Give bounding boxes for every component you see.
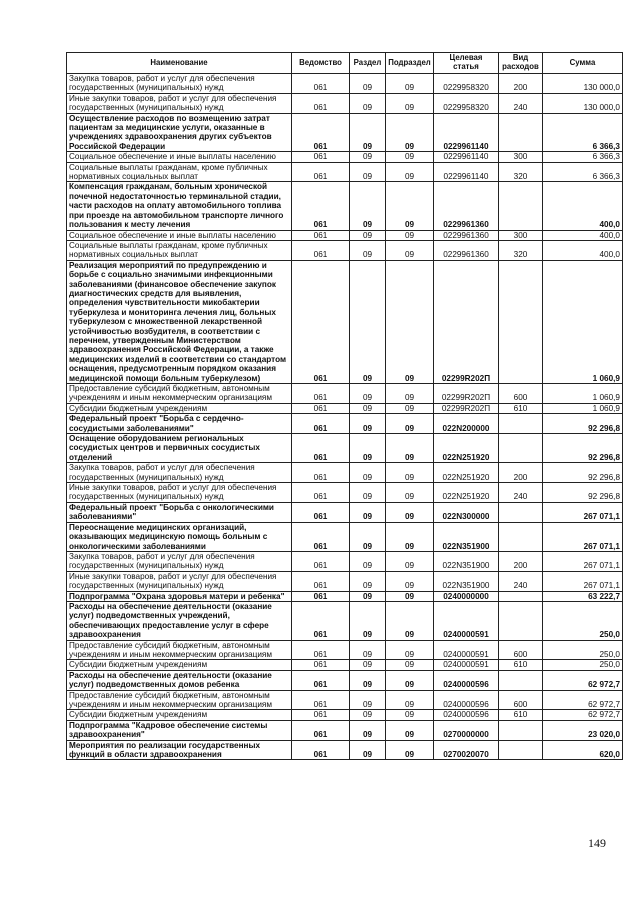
cell-podrazdel: 09 — [386, 403, 434, 413]
cell-summa: 267 071,1 — [543, 522, 623, 551]
cell-razdel: 09 — [350, 414, 386, 434]
cell-summa: 1 060,9 — [543, 260, 623, 383]
cell-celevaya-statya: 022N300000 — [434, 502, 499, 522]
cell-vid-raskhodov — [499, 720, 543, 740]
cell-razdel: 09 — [350, 522, 386, 551]
cell-summa: 23 020,0 — [543, 720, 623, 740]
cell-name: Подпрограмма "Кадровое обеспечение системы здравоохранения" — [67, 720, 292, 740]
table-row — [67, 162, 623, 182]
cell-vid-raskhodov: 240 — [499, 483, 543, 503]
cell-name: Предоставление субсидий бюджетным, автономным учреждениям и иным некоммерческим организациям — [67, 384, 292, 404]
cell-summa: 400,0 — [543, 240, 623, 260]
cell-vedomstvo: 061 — [292, 403, 350, 413]
cell-name: Социальные выплаты гражданам, кроме публичных нормативных социальных выплат — [67, 162, 292, 182]
cell-vedomstvo: 061 — [292, 571, 350, 591]
cell-podrazdel: 09 — [386, 414, 434, 434]
cell-razdel: 09 — [350, 152, 386, 162]
table-row — [67, 403, 623, 413]
cell-celevaya-statya: 022N351900 — [434, 522, 499, 551]
cell-vedomstvo: 061 — [292, 483, 350, 503]
cell-podrazdel: 09 — [386, 502, 434, 522]
table-row — [67, 601, 623, 640]
cell-celevaya-statya: 02299R202П — [434, 260, 499, 383]
cell-name: Оснащение оборудованием региональных сосудистых центров и первичных сосудистых отделений — [67, 434, 292, 463]
cell-vid-raskhodov: 320 — [499, 240, 543, 260]
cell-name: Расходы на обеспечение деятельности (оказание услуг) подведомственных учреждений, обеспечивающих предоставление услуг в сфере здравоохранения — [67, 601, 292, 640]
cell-name: Федеральный проект "Борьба с сердечно-сосудистыми заболеваниями" — [67, 414, 292, 434]
cell-name: Федеральный проект "Борьба с онкологическими заболеваниями" — [67, 502, 292, 522]
cell-name: Осуществление расходов по возмещению затрат пациентам за медицинские услуги, оказанные в учреждениях здравоохранения других субъектов Российской Федерации — [67, 113, 292, 152]
table-row — [67, 230, 623, 240]
cell-celevaya-statya: 0270020070 — [434, 740, 499, 760]
cell-vid-raskhodov: 320 — [499, 162, 543, 182]
cell-summa: 250,0 — [543, 640, 623, 660]
cell-razdel: 09 — [350, 670, 386, 690]
cell-celevaya-statya: 022N251920 — [434, 434, 499, 463]
cell-celevaya-statya: 0229961140 — [434, 152, 499, 162]
cell-name: Закупка товаров, работ и услуг для обеспечения государственных (муниципальных) нужд — [67, 463, 292, 483]
cell-vedomstvo: 061 — [292, 162, 350, 182]
cell-vedomstvo: 061 — [292, 740, 350, 760]
cell-vedomstvo: 061 — [292, 113, 350, 152]
cell-summa: 62 972,7 — [543, 710, 623, 720]
cell-celevaya-statya: 0229961360 — [434, 182, 499, 230]
cell-podrazdel: 09 — [386, 152, 434, 162]
header-podrazdel: Подраздел — [386, 53, 434, 74]
table-row — [67, 710, 623, 720]
cell-summa: 267 071,1 — [543, 502, 623, 522]
cell-vedomstvo: 061 — [292, 260, 350, 383]
cell-summa: 6 366,3 — [543, 113, 623, 152]
table-row — [67, 522, 623, 551]
table-row — [67, 260, 623, 383]
cell-vedomstvo: 061 — [292, 601, 350, 640]
cell-summa: 6 366,3 — [543, 152, 623, 162]
cell-podrazdel: 09 — [386, 463, 434, 483]
cell-name: Социальное обеспечение и иные выплаты населению — [67, 230, 292, 240]
cell-summa: 620,0 — [543, 740, 623, 760]
cell-summa: 92 296,8 — [543, 414, 623, 434]
cell-podrazdel: 09 — [386, 720, 434, 740]
cell-vid-raskhodov: 200 — [499, 463, 543, 483]
table-row — [67, 414, 623, 434]
cell-razdel: 09 — [350, 434, 386, 463]
cell-vedomstvo: 061 — [292, 182, 350, 230]
cell-name: Закупка товаров, работ и услуг для обеспечения государственных (муниципальных) нужд — [67, 551, 292, 571]
cell-vid-raskhodov: 240 — [499, 93, 543, 113]
cell-vid-raskhodov: 600 — [499, 690, 543, 710]
cell-name: Реализация мероприятий по предупреждению и борьбе с социально значимыми инфекционными заболеваниями (финансовое обеспечение закупок диагностических средств для выявления, определения чувствительности микобактерии туберкулеза и мониторинга лечения лиц, больных туберкулезом с множественной лекарственной устойчивостью возбудителя, в соответствии с перечнем, утвержденным Министерством здравоохранения Российской Федерации, а также медицинских изделий в соответствии со стандартом оснащения, предусмотренным порядком оказания медицинской помощи больным туберкулезом) — [67, 260, 292, 383]
cell-name: Субсидии бюджетным учреждениям — [67, 710, 292, 720]
cell-vedomstvo: 061 — [292, 74, 350, 94]
table-row — [67, 483, 623, 503]
table-row — [67, 182, 623, 230]
cell-podrazdel: 09 — [386, 483, 434, 503]
cell-summa: 92 296,8 — [543, 434, 623, 463]
cell-summa: 267 071,1 — [543, 571, 623, 591]
cell-razdel: 09 — [350, 403, 386, 413]
cell-razdel: 09 — [350, 260, 386, 383]
cell-name: Иные закупки товаров, работ и услуг для обеспечения государственных (муниципальных) нужд — [67, 571, 292, 591]
cell-summa: 92 296,8 — [543, 483, 623, 503]
cell-vid-raskhodov — [499, 601, 543, 640]
cell-summa: 130 000,0 — [543, 74, 623, 94]
cell-podrazdel: 09 — [386, 591, 434, 601]
cell-celevaya-statya: 0229961360 — [434, 240, 499, 260]
cell-celevaya-statya: 0240000591 — [434, 601, 499, 640]
cell-celevaya-statya: 0240000591 — [434, 660, 499, 670]
cell-vedomstvo: 061 — [292, 710, 350, 720]
cell-podrazdel: 09 — [386, 710, 434, 720]
cell-summa: 130 000,0 — [543, 93, 623, 113]
table-row — [67, 74, 623, 94]
cell-celevaya-statya: 0229958320 — [434, 74, 499, 94]
cell-name: Субсидии бюджетным учреждениям — [67, 403, 292, 413]
cell-podrazdel: 09 — [386, 113, 434, 152]
cell-celevaya-statya: 022N351900 — [434, 551, 499, 571]
table-row — [67, 152, 623, 162]
cell-name: Подпрограмма "Охрана здоровья матери и ребенка" — [67, 591, 292, 601]
cell-vid-raskhodov — [499, 414, 543, 434]
budget-table — [66, 52, 623, 760]
cell-vedomstvo: 061 — [292, 670, 350, 690]
cell-vedomstvo: 061 — [292, 502, 350, 522]
cell-vedomstvo: 061 — [292, 660, 350, 670]
cell-celevaya-statya: 022N351900 — [434, 571, 499, 591]
cell-razdel: 09 — [350, 571, 386, 591]
cell-razdel: 09 — [350, 591, 386, 601]
cell-summa: 250,0 — [543, 660, 623, 670]
cell-vedomstvo: 061 — [292, 240, 350, 260]
cell-celevaya-statya: 02299R202П — [434, 403, 499, 413]
table-row — [67, 434, 623, 463]
cell-vid-raskhodov: 300 — [499, 152, 543, 162]
cell-vedomstvo: 061 — [292, 640, 350, 660]
header-summa: Сумма — [543, 53, 623, 74]
cell-celevaya-statya: 0240000596 — [434, 670, 499, 690]
cell-podrazdel: 09 — [386, 162, 434, 182]
header-vedomstvo: Ведомство — [292, 53, 350, 74]
cell-vid-raskhodov: 610 — [499, 660, 543, 670]
cell-vedomstvo: 061 — [292, 93, 350, 113]
cell-razdel: 09 — [350, 182, 386, 230]
header-razdel: Раздел — [350, 53, 386, 74]
cell-vid-raskhodov: 240 — [499, 571, 543, 591]
cell-vid-raskhodov: 610 — [499, 710, 543, 720]
cell-vid-raskhodov — [499, 670, 543, 690]
cell-podrazdel: 09 — [386, 522, 434, 551]
cell-podrazdel: 09 — [386, 182, 434, 230]
cell-razdel: 09 — [350, 240, 386, 260]
cell-razdel: 09 — [350, 710, 386, 720]
table-row — [67, 720, 623, 740]
cell-vedomstvo: 061 — [292, 690, 350, 710]
cell-celevaya-statya: 0270000000 — [434, 720, 499, 740]
cell-vedomstvo: 061 — [292, 414, 350, 434]
table-row — [67, 690, 623, 710]
cell-celevaya-statya: 022N251920 — [434, 483, 499, 503]
cell-celevaya-statya: 022N251920 — [434, 463, 499, 483]
cell-podrazdel: 09 — [386, 260, 434, 383]
cell-razdel: 09 — [350, 463, 386, 483]
cell-podrazdel: 09 — [386, 230, 434, 240]
cell-vedomstvo: 061 — [292, 591, 350, 601]
cell-celevaya-statya: 022N200000 — [434, 414, 499, 434]
cell-celevaya-statya: 0229961360 — [434, 230, 499, 240]
cell-name: Закупка товаров, работ и услуг для обеспечения государственных (муниципальных) нужд — [67, 74, 292, 94]
cell-podrazdel: 09 — [386, 384, 434, 404]
cell-razdel: 09 — [350, 230, 386, 240]
cell-vid-raskhodov: 610 — [499, 403, 543, 413]
cell-summa: 400,0 — [543, 230, 623, 240]
table-row — [67, 240, 623, 260]
cell-summa: 6 366,3 — [543, 162, 623, 182]
cell-podrazdel: 09 — [386, 551, 434, 571]
cell-name: Социальные выплаты гражданам, кроме публичных нормативных социальных выплат — [67, 240, 292, 260]
cell-summa: 1 060,9 — [543, 384, 623, 404]
header-name: Наименование — [67, 53, 292, 74]
cell-summa: 267 071,1 — [543, 551, 623, 571]
cell-podrazdel: 09 — [386, 670, 434, 690]
page-number: 149 — [588, 836, 606, 850]
table-body — [67, 74, 623, 760]
table-header-row — [67, 53, 623, 74]
cell-celevaya-statya: 0240000000 — [434, 591, 499, 601]
cell-razdel: 09 — [350, 740, 386, 760]
cell-podrazdel: 09 — [386, 240, 434, 260]
cell-vedomstvo: 061 — [292, 152, 350, 162]
cell-celevaya-statya: 0229961140 — [434, 162, 499, 182]
table-row — [67, 93, 623, 113]
cell-podrazdel: 09 — [386, 93, 434, 113]
cell-vid-raskhodov — [499, 502, 543, 522]
cell-razdel: 09 — [350, 640, 386, 660]
cell-celevaya-statya: 02299R202П — [434, 384, 499, 404]
table-row — [67, 670, 623, 690]
cell-podrazdel: 09 — [386, 434, 434, 463]
table-row — [67, 591, 623, 601]
cell-name: Предоставление субсидий бюджетным, автономным учреждениям и иным некоммерческим организациям — [67, 640, 292, 660]
header-vid-raskhodov: Вид расходов — [499, 53, 543, 74]
cell-summa: 250,0 — [543, 601, 623, 640]
table-row — [67, 384, 623, 404]
cell-podrazdel: 09 — [386, 660, 434, 670]
table-row — [67, 660, 623, 670]
cell-razdel: 09 — [350, 483, 386, 503]
cell-name: Мероприятия по реализации государственных функций в области здравоохранения — [67, 740, 292, 760]
cell-vid-raskhodov — [499, 740, 543, 760]
cell-name: Переоснащение медицинских организаций, оказывающих медицинскую помощь больным с онкологическими заболеваниями — [67, 522, 292, 551]
cell-razdel: 09 — [350, 690, 386, 710]
cell-vid-raskhodov — [499, 113, 543, 152]
cell-celevaya-statya: 0240000596 — [434, 710, 499, 720]
cell-celevaya-statya: 0229958320 — [434, 93, 499, 113]
cell-vedomstvo: 061 — [292, 230, 350, 240]
header-celevaya-statya: Целевая статья — [434, 53, 499, 74]
table-row — [67, 463, 623, 483]
cell-vid-raskhodov — [499, 434, 543, 463]
cell-vid-raskhodov: 600 — [499, 640, 543, 660]
cell-podrazdel: 09 — [386, 74, 434, 94]
cell-vid-raskhodov — [499, 591, 543, 601]
cell-razdel: 09 — [350, 113, 386, 152]
cell-razdel: 09 — [350, 384, 386, 404]
cell-name: Субсидии бюджетным учреждениям — [67, 660, 292, 670]
cell-razdel: 09 — [350, 162, 386, 182]
cell-vid-raskhodov: 600 — [499, 384, 543, 404]
cell-name: Иные закупки товаров, работ и услуг для обеспечения государственных (муниципальных) нужд — [67, 93, 292, 113]
cell-vid-raskhodov: 300 — [499, 230, 543, 240]
cell-vid-raskhodov — [499, 522, 543, 551]
cell-name: Расходы на обеспечение деятельности (оказание услуг) подведомственных домов ребенка — [67, 670, 292, 690]
cell-podrazdel: 09 — [386, 601, 434, 640]
table-row — [67, 640, 623, 660]
cell-vedomstvo: 061 — [292, 551, 350, 571]
table-row — [67, 502, 623, 522]
cell-podrazdel: 09 — [386, 740, 434, 760]
cell-summa: 62 972,7 — [543, 690, 623, 710]
cell-vid-raskhodov: 200 — [499, 74, 543, 94]
cell-razdel: 09 — [350, 93, 386, 113]
cell-vid-raskhodov — [499, 182, 543, 230]
cell-podrazdel: 09 — [386, 571, 434, 591]
cell-name: Социальное обеспечение и иные выплаты населению — [67, 152, 292, 162]
cell-name: Иные закупки товаров, работ и услуг для обеспечения государственных (муниципальных) нужд — [67, 483, 292, 503]
cell-summa: 63 222,7 — [543, 591, 623, 601]
cell-razdel: 09 — [350, 551, 386, 571]
table-row — [67, 551, 623, 571]
cell-vid-raskhodov — [499, 260, 543, 383]
cell-razdel: 09 — [350, 74, 386, 94]
cell-vedomstvo: 061 — [292, 384, 350, 404]
cell-razdel: 09 — [350, 601, 386, 640]
cell-summa: 62 972,7 — [543, 670, 623, 690]
cell-vedomstvo: 061 — [292, 434, 350, 463]
cell-razdel: 09 — [350, 502, 386, 522]
cell-podrazdel: 09 — [386, 640, 434, 660]
cell-vedomstvo: 061 — [292, 522, 350, 551]
cell-name: Компенсация гражданам, больным хронической почечной недостаточностью терминальной стадии, части расходов на оплату автомобильного топлива при проезде на автомобильном транспорте личного пользования к месту лечения — [67, 182, 292, 230]
table-row — [67, 571, 623, 591]
cell-celevaya-statya: 0240000596 — [434, 690, 499, 710]
cell-razdel: 09 — [350, 660, 386, 670]
cell-summa: 92 296,8 — [543, 463, 623, 483]
cell-celevaya-statya: 0240000591 — [434, 640, 499, 660]
cell-summa: 1 060,9 — [543, 403, 623, 413]
cell-razdel: 09 — [350, 720, 386, 740]
table-row — [67, 113, 623, 152]
cell-vedomstvo: 061 — [292, 463, 350, 483]
cell-vid-raskhodov: 200 — [499, 551, 543, 571]
cell-vedomstvo: 061 — [292, 720, 350, 740]
cell-name: Предоставление субсидий бюджетным, автономным учреждениям и иным некоммерческим организациям — [67, 690, 292, 710]
cell-summa: 400,0 — [543, 182, 623, 230]
cell-podrazdel: 09 — [386, 690, 434, 710]
table-row — [67, 740, 623, 760]
cell-celevaya-statya: 0229961140 — [434, 113, 499, 152]
